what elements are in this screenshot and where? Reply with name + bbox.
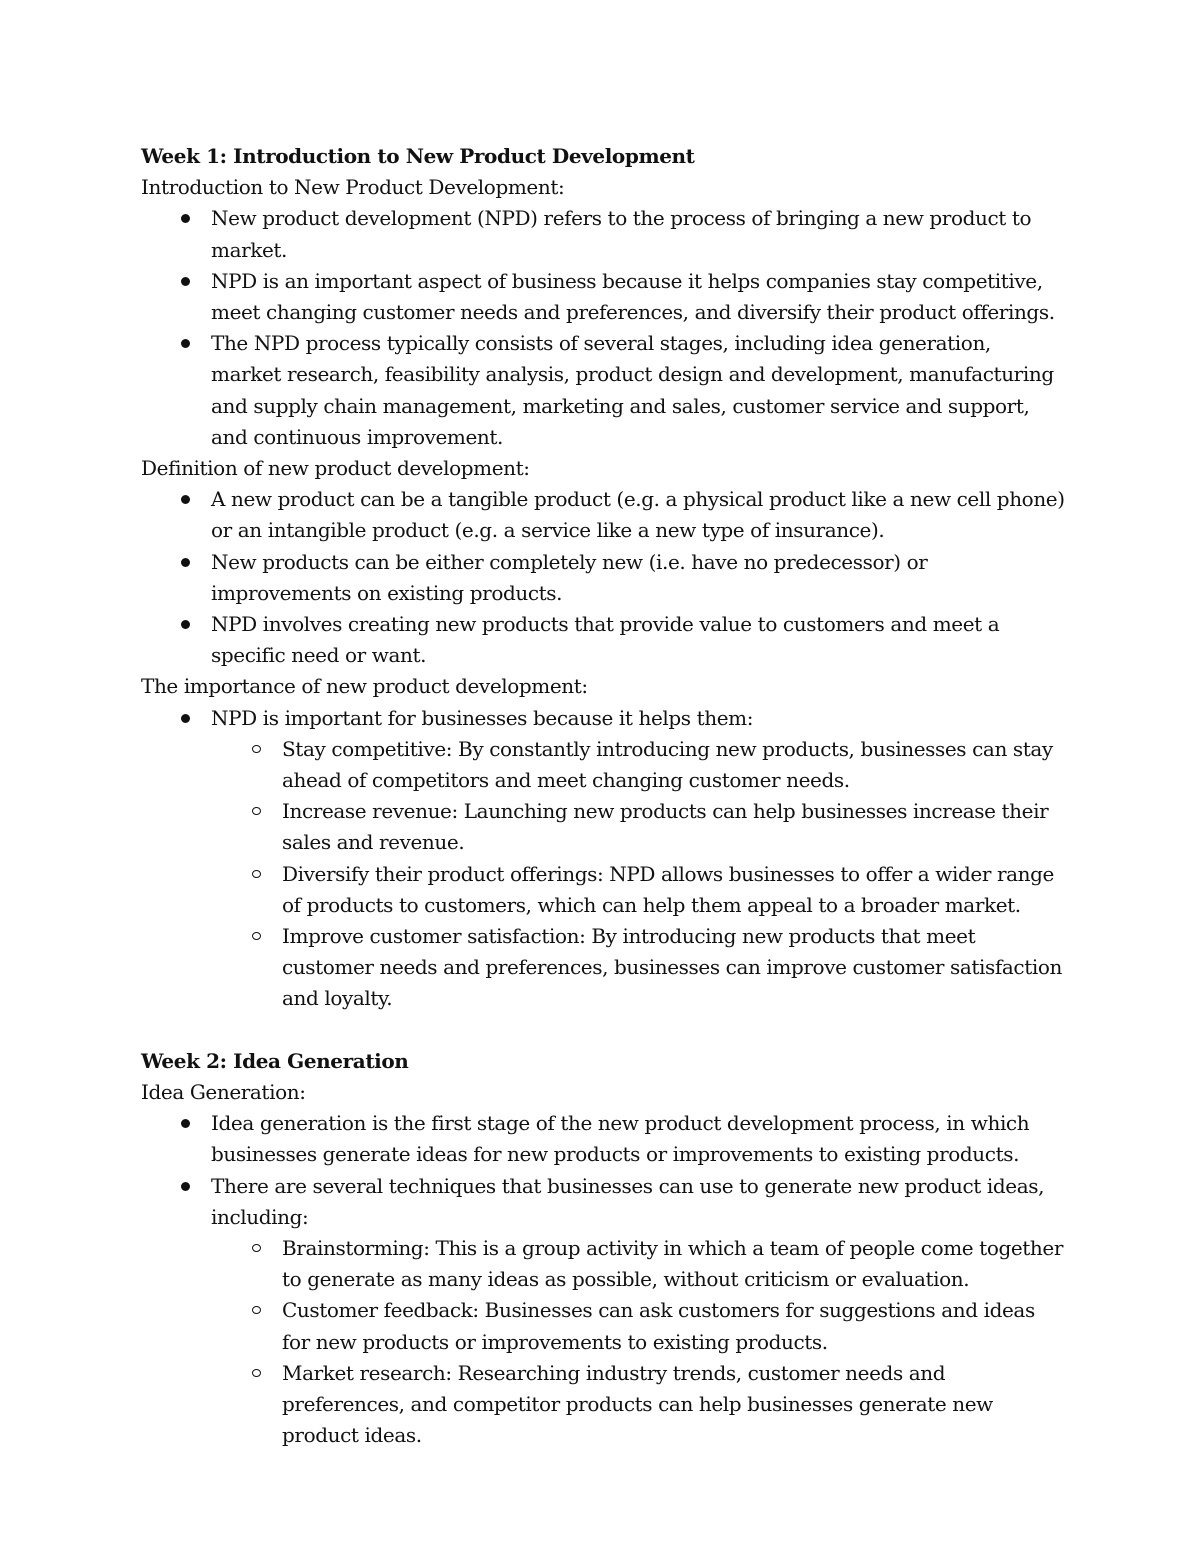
list-item <box>141 1108 1066 1170</box>
bullet-circle-icon <box>252 807 261 815</box>
section-spacer <box>141 1015 1066 1046</box>
list-item <box>141 266 1066 328</box>
sub-list-item <box>141 1295 1066 1357</box>
week1-heading: Week 1: Introduction to New Product Development <box>141 144 695 168</box>
sub-list-item <box>141 1233 1066 1295</box>
section-label-definition: Definition of new product development: <box>141 456 530 481</box>
bullet-circle-icon <box>252 1244 261 1252</box>
bullet-list-definition <box>141 484 1066 671</box>
sub-bullet-list <box>141 1233 1066 1451</box>
document-content <box>141 141 1066 1451</box>
list-item-text: NPD is an important aspect of business because it helps companies stay competitive, meet changing customer needs and preferences, and diversify their product offerings. <box>211 268 1055 325</box>
bullet-list-intro <box>141 203 1066 453</box>
sub-list-item <box>141 859 1066 921</box>
bullet-dot-icon <box>181 714 190 723</box>
sub-list-item <box>141 921 1066 1015</box>
bullet-dot-icon <box>181 495 190 504</box>
bullet-circle-icon <box>252 1306 261 1314</box>
list-item-text: NPD involves creating new products that provide value to customers and meet a specific need or want. <box>211 612 1000 668</box>
list-item-text: Idea generation is the first stage of the new product development process, in which businesses generate ideas for new products or improvements to existing products. <box>211 1111 1030 1167</box>
sub-list-item-text: Improve customer satisfaction: By introducing new products that meet customer needs and preferences, businesses can improve customer satisfaction and loyalty. <box>282 924 1062 1011</box>
list-item-text: The NPD process typically consists of several stages, including idea generation, market research, feasibility analysis, product design and development, manufacturing and supply chain management, marketing and sales, customer service and support, and continuous improvement. <box>211 331 1054 449</box>
bullet-dot-icon <box>181 214 190 223</box>
bullet-list-importance <box>141 703 1066 1015</box>
list-item <box>141 703 1066 1015</box>
bullet-circle-icon <box>252 745 261 753</box>
section-label-idea-generation: Idea Generation: <box>141 1079 306 1104</box>
bullet-circle-icon <box>252 870 261 878</box>
section-label-intro: Introduction to New Product Development: <box>141 175 565 200</box>
list-item <box>141 484 1066 546</box>
list-item-text: There are several techniques that businesses can use to generate new product ideas, including: <box>211 1173 1045 1229</box>
list-item <box>141 547 1066 609</box>
sub-list-item-text: Market research: Researching industry trends, customer needs and preferences, and competitor products can help businesses generate new product ideas. <box>282 1360 993 1448</box>
list-item-text: A new product can be a tangible product (e.g. a physical product like a new cell phone) or an intangible product (e.g. a service like a new type of insurance). <box>211 487 1065 543</box>
sub-bullet-list <box>141 734 1066 1015</box>
list-item <box>141 609 1066 671</box>
list-item-text: NPD is important for businesses because it helps them: <box>211 705 754 730</box>
bullet-dot-icon <box>181 620 190 629</box>
sub-list-item-text: Customer feedback: Businesses can ask customers for suggestions and ideas for new products or improvements to existing products. <box>282 1298 1035 1354</box>
sub-list-item-text: Diversify their product offerings: NPD allows businesses to offer a wider range of products to customers, which can help them appeal to a broader market. <box>282 861 1054 917</box>
list-item-text: New product development (NPD) refers to the process of bringing a new product to market. <box>211 206 1032 262</box>
list-item <box>141 1171 1066 1452</box>
sub-list-item-text: Brainstorming: This is a group activity in which a team of people come together to generate as many ideas as possible, without criticism or evaluation. <box>282 1235 1064 1292</box>
bullet-dot-icon <box>181 1182 190 1191</box>
list-item-text: New products can be either completely new (i.e. have no predecessor) or improvements on existing products. <box>211 549 928 605</box>
list-item <box>141 203 1066 265</box>
bullet-circle-icon <box>252 1369 261 1377</box>
sub-list-item <box>141 734 1066 796</box>
bullet-dot-icon <box>181 277 190 286</box>
sub-list-item <box>141 1358 1066 1452</box>
bullet-dot-icon <box>181 558 190 567</box>
bullet-dot-icon <box>181 1119 190 1128</box>
sub-list-item <box>141 796 1066 858</box>
sub-list-item-text: Stay competitive: By constantly introducing new products, businesses can stay ahead of competitors and meet changing customer needs. <box>282 736 1053 793</box>
sub-list-item-text: Increase revenue: Launching new products can help businesses increase their sales and revenue. <box>282 799 1049 855</box>
bullet-dot-icon <box>181 339 190 348</box>
list-item <box>141 328 1066 453</box>
section-label-importance: The importance of new product development: <box>141 674 588 699</box>
bullet-list-idea-generation <box>141 1108 1066 1451</box>
bullet-circle-icon <box>252 932 261 940</box>
week2-heading: Week 2: Idea Generation <box>141 1048 409 1073</box>
